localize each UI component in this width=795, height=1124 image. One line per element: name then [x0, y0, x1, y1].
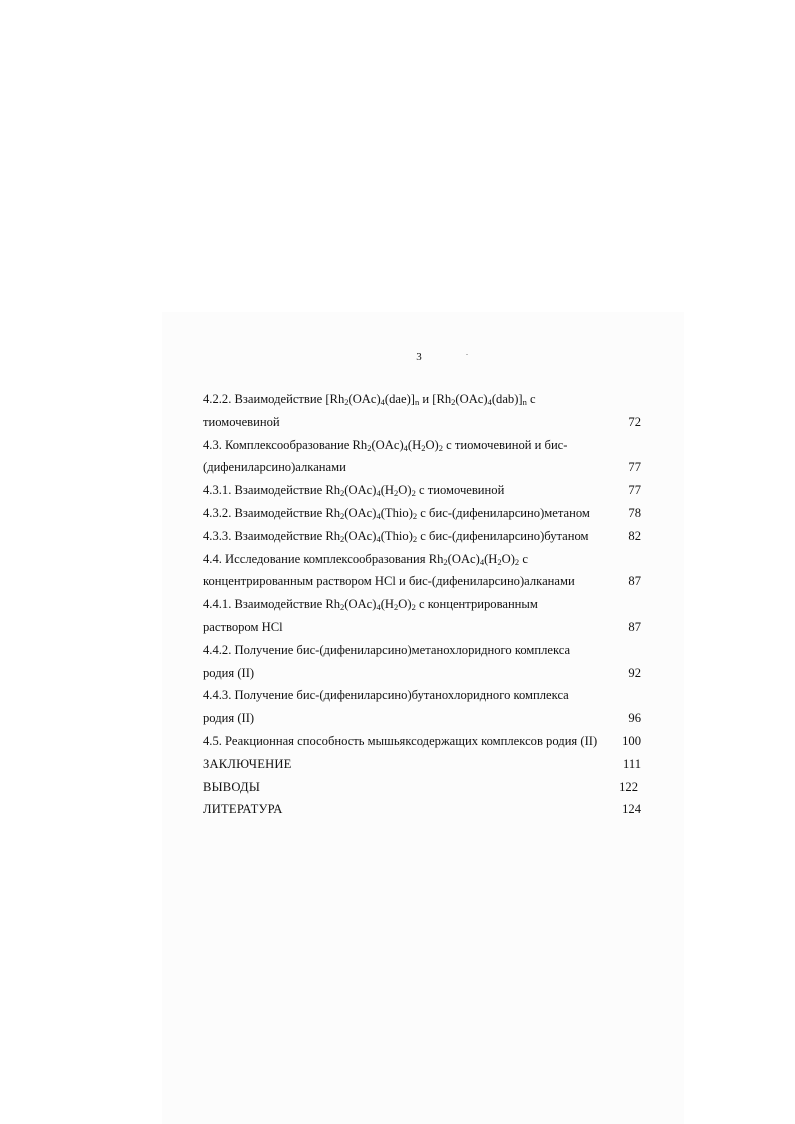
toc-entry-text	[203, 798, 283, 821]
toc-line	[203, 798, 641, 821]
toc-entry-text	[203, 753, 292, 776]
toc-line	[203, 639, 641, 662]
subscript: 2	[451, 397, 456, 407]
subscript: 2	[497, 556, 502, 567]
text-run: 4.3. Комплексообразование Rh	[203, 437, 368, 452]
text-run: (дифениларсино)алканами	[203, 460, 346, 475]
table-of-contents	[203, 388, 641, 821]
toc-line	[203, 548, 641, 571]
text-run: (OAc)	[371, 437, 404, 452]
text-run: O)	[501, 551, 515, 566]
text-run: с бис-(дифениларсино)бутаном	[417, 528, 589, 543]
toc-entry-text	[203, 548, 528, 571]
toc-line	[203, 502, 641, 525]
text-run: (H	[484, 551, 498, 566]
toc-line	[203, 411, 641, 434]
subscript: 2	[438, 442, 443, 453]
text-run: (OAc)	[344, 528, 377, 543]
subscript: 2	[411, 488, 416, 499]
text-run: 4.2.2. Взаимодействие [Rh	[203, 392, 345, 406]
subscript: 4	[487, 397, 492, 407]
text-run: (dae)]	[384, 392, 415, 406]
text-run: (dab)]	[491, 392, 523, 406]
toc-line	[203, 730, 641, 753]
toc-line	[203, 434, 641, 457]
toc-page-number: 96	[628, 711, 641, 726]
subscript: 2	[340, 510, 345, 521]
text-run: (OAc)	[344, 505, 377, 520]
toc-entry-text	[203, 707, 254, 730]
subscript: 4	[479, 556, 485, 567]
toc-page-number: 111	[623, 756, 641, 771]
text-run: (Thio)	[380, 505, 413, 520]
text-run: 4.4.2. Получение бис-(дифениларсино)метанохлоридного комплекса	[203, 642, 571, 657]
subscript: 2	[421, 442, 426, 453]
text-run: (OAc)	[447, 551, 480, 566]
text-run: с бис-(дифениларсино)метаном	[417, 505, 590, 520]
toc-line	[203, 479, 641, 502]
toc-line	[203, 593, 641, 616]
subscript: 4	[403, 442, 408, 453]
text-run: (H	[380, 483, 395, 498]
page-number: 3	[416, 351, 422, 363]
toc-page-number: 124	[622, 802, 641, 817]
toc-entry-text	[203, 662, 254, 685]
toc-entry-text	[203, 684, 569, 707]
toc-line	[203, 662, 641, 685]
toc-line	[203, 388, 641, 411]
toc-page-number: 72	[628, 414, 641, 429]
text-run: (OAc)	[455, 392, 488, 406]
toc-entry-text	[203, 570, 575, 593]
text-run: родия (II)	[203, 711, 255, 726]
toc-line	[203, 776, 641, 799]
toc-entry-text	[203, 593, 538, 616]
subscript: 2	[344, 397, 349, 407]
text-run: 4.4.3. Получение бис-(дифениларсино)бутанохлоридного комплекса	[203, 688, 569, 703]
toc-page-number: 77	[628, 460, 641, 475]
subscript: 2	[394, 488, 399, 499]
toc-line	[203, 707, 641, 730]
toc-line	[203, 684, 641, 707]
toc-entry-text	[203, 479, 504, 502]
subscript: n	[414, 397, 420, 407]
toc-page-number: 122	[619, 779, 638, 794]
toc-line	[203, 525, 641, 548]
text-run: 4.3.3. Взаимодействие Rh	[203, 528, 341, 543]
text-run: 4.4. Исследование комплексообразования Rh	[203, 551, 444, 566]
subscript: 2	[340, 602, 345, 613]
text-run: (OAc)	[344, 483, 377, 498]
subscript: 4	[376, 488, 381, 499]
subscript: 2	[514, 556, 520, 567]
subscript: 4	[376, 602, 381, 613]
text-run: O)	[398, 597, 412, 612]
subscript: 2	[412, 533, 418, 544]
text-run: с тиомочевиной	[415, 483, 505, 498]
text-run: с концентрированным	[415, 597, 538, 612]
subscript: n	[522, 397, 527, 407]
text-run: с тиомочевиной и бис-	[442, 437, 568, 452]
text-run: ВЫВОДЫ	[203, 779, 261, 794]
subscript: 4	[376, 533, 381, 544]
toc-page-number: 92	[628, 665, 641, 680]
subscript: 2	[340, 533, 345, 544]
text-run: ЗАКЛЮЧЕНИЕ	[203, 756, 292, 771]
toc-entry-text	[203, 388, 536, 411]
toc-line	[203, 570, 641, 593]
toc-page-number: 100	[622, 733, 641, 748]
subscript: 4	[376, 510, 381, 521]
text-run: (OAc)	[344, 597, 377, 612]
text-run: (H	[380, 597, 395, 612]
subscript: 2	[412, 510, 418, 521]
text-run: O)	[425, 437, 439, 452]
toc-page-number: 82	[628, 528, 641, 543]
text-run: и [Rh	[419, 392, 452, 406]
text-run: (Thio)	[380, 528, 413, 543]
scan-speck	[466, 354, 468, 355]
toc-entry-text	[203, 776, 260, 799]
toc-entry-text	[203, 616, 283, 639]
text-run: 4.4.1. Взаимодействие Rh	[203, 597, 341, 612]
subscript: 2	[367, 442, 372, 453]
toc-line	[203, 616, 641, 639]
toc-entry-text	[203, 525, 589, 548]
subscript: 2	[340, 488, 345, 499]
text-run: 4.3.2. Взаимодействие Rh	[203, 505, 341, 520]
toc-entry-text	[203, 411, 280, 434]
text-run: с	[519, 551, 528, 566]
toc-line	[203, 456, 641, 479]
text-run: (OAc)	[348, 392, 381, 406]
text-run: с	[526, 392, 536, 406]
toc-entry-text	[203, 639, 570, 662]
text-run: тиомочевиной	[203, 414, 280, 429]
text-run: ЛИТЕРАТУРА	[203, 802, 283, 817]
toc-entry-text	[203, 502, 590, 525]
text-run: родия (II)	[203, 665, 255, 680]
text-run: (H	[407, 437, 422, 452]
toc-page-number: 77	[628, 483, 641, 498]
subscript: 2	[394, 602, 399, 613]
text-run: O)	[398, 483, 412, 498]
toc-entry-text	[203, 434, 567, 457]
toc-page-number: 87	[628, 574, 641, 589]
text-run: раствором HCl	[203, 619, 283, 634]
text-run: 4.5. Реакционная способность мышьяксодержащих комплексов родия (II)	[203, 733, 598, 748]
toc-entry-text	[203, 730, 597, 753]
subscript: 4	[380, 397, 385, 407]
toc-line	[203, 753, 641, 776]
toc-page-number: 87	[628, 619, 641, 634]
toc-entry-text	[203, 456, 346, 479]
subscript: 2	[443, 556, 448, 567]
subscript: 2	[411, 602, 416, 613]
text-run: 4.3.1. Взаимодействие Rh	[203, 483, 341, 498]
text-run: концентрированным раствором HCl и бис-(дифениларсино)алканами	[203, 574, 575, 589]
toc-page-number: 78	[628, 505, 641, 520]
